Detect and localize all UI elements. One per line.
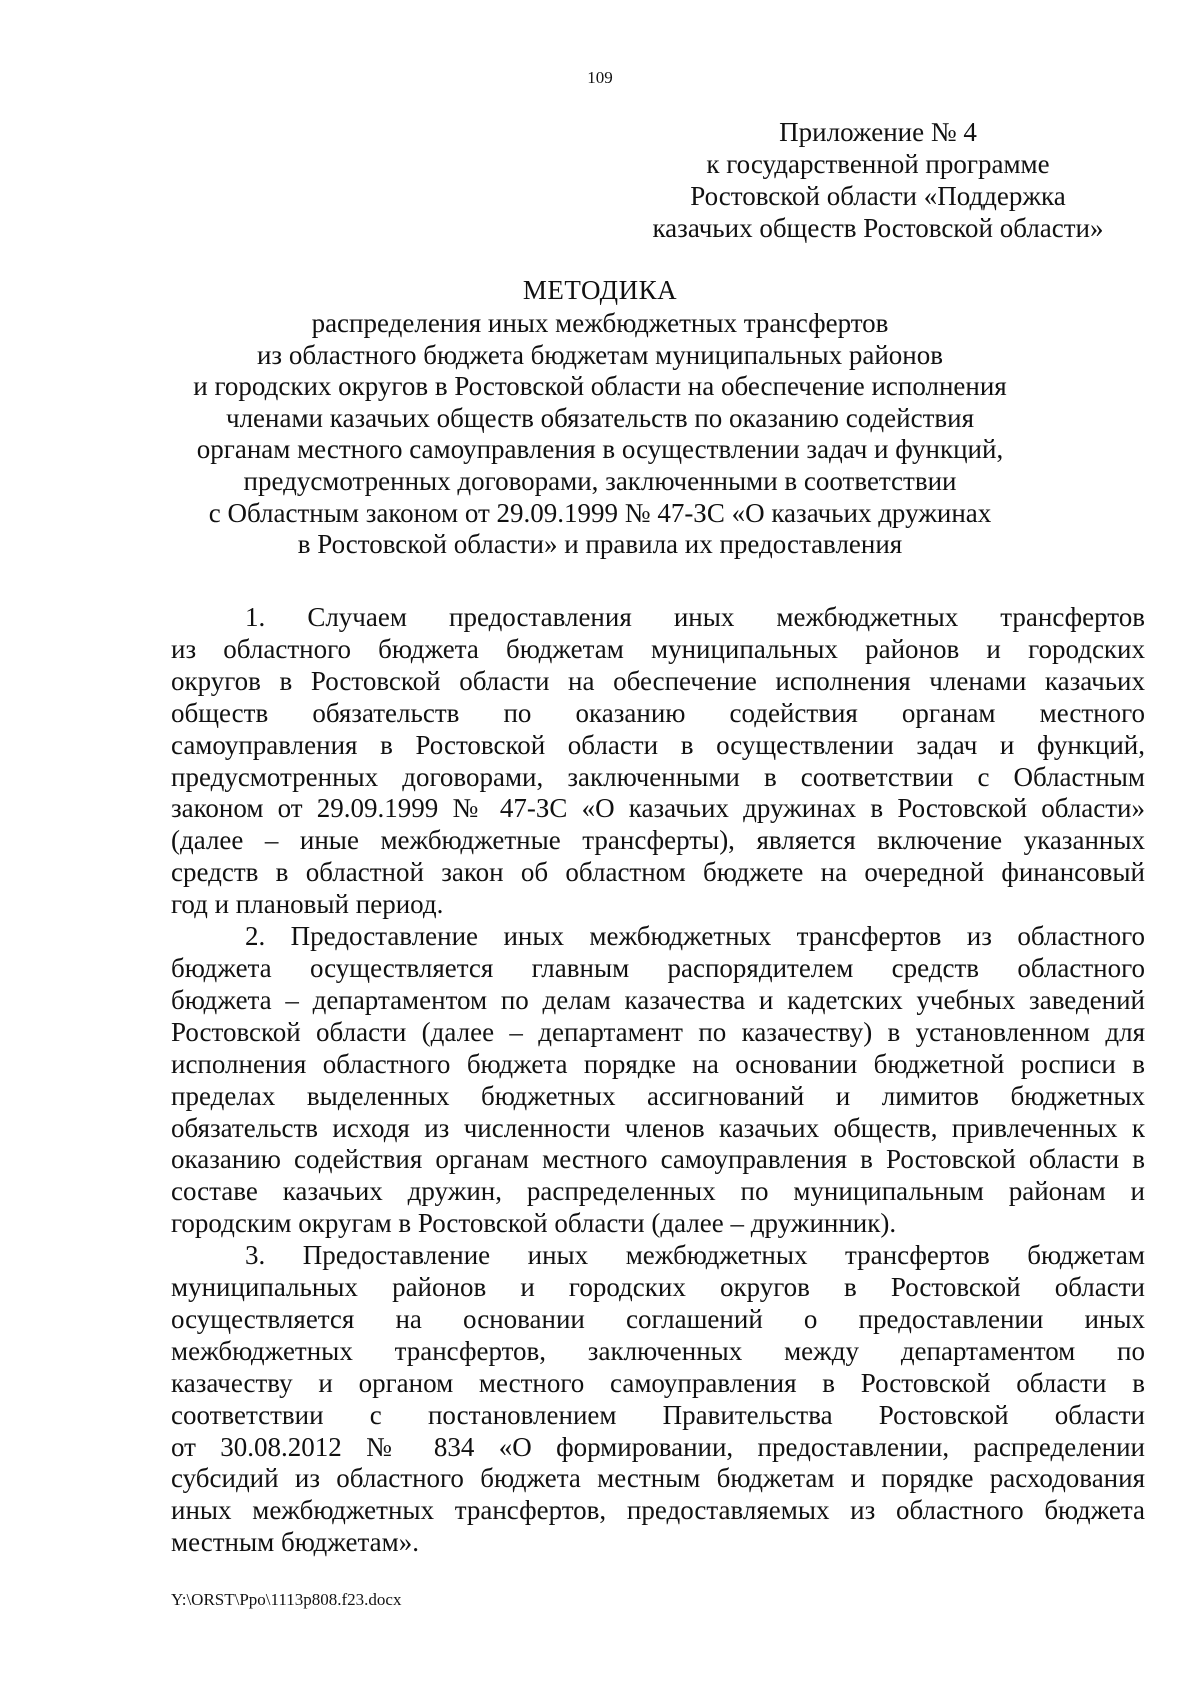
paragraph-line: от 30.08.2012 № 834 «О формировании, предоставлении, распределении <box>171 1431 1145 1462</box>
appendix-line: Приложение № 4 <box>779 117 977 147</box>
paragraph-line: законом от 29.09.1999 № 47-ЗС «О казачьих дружинах в Ростовской области» <box>171 793 1145 824</box>
paragraph-line: Ростовской области (далее – департамент по казачеству) в установленном для <box>171 1016 1145 1047</box>
paragraph-line: год и плановый период. <box>171 889 444 920</box>
footer-file-path: Y:\ORST\Ppo\1113p808.f23.docx <box>171 1590 402 1609</box>
paragraph-line: обществ обязательств по оказанию содействия органам местного <box>171 697 1145 728</box>
paragraph-line: иных межбюджетных трансфертов, предоставляемых из областного бюджета <box>171 1495 1145 1526</box>
paragraph-line: обязательств исходя из численности членов казачьих обществ, привлеченных к <box>171 1112 1145 1143</box>
paragraph-2 <box>171 921 1145 1240</box>
subtitle-line: в Ростовской области» и правила их предоставления <box>297 529 903 560</box>
paragraph-line: пределах выделенных бюджетных ассигнований и лимитов бюджетных <box>171 1080 1145 1111</box>
paragraph-line: муниципальных районов и городских округов в Ростовской области <box>171 1272 1145 1303</box>
appendix-line: Ростовской области «Поддержка <box>690 181 1066 211</box>
appendix-line: казачьих обществ Ростовской области» <box>652 213 1104 243</box>
document-body <box>171 602 1145 1559</box>
paragraph-line: казачеству и органом местного самоуправления в Ростовской области в <box>171 1367 1145 1398</box>
document-title: МЕТОДИКА <box>522 275 678 305</box>
paragraph-line: местным бюджетам». <box>171 1527 419 1558</box>
appendix-header <box>648 116 1108 244</box>
paragraph-line: составе казачьих дружин, распределенных по муниципальным районам и <box>171 1176 1145 1207</box>
document-subtitle <box>160 308 1040 561</box>
page-number: 109 <box>587 68 613 87</box>
paragraph-line: самоуправления в Ростовской области в осуществлении задач и функций, <box>171 729 1145 760</box>
paragraph-line: 1. Случаем предоставления иных межбюджетных трансфертов <box>245 602 1145 632</box>
subtitle-line: и городских округов в Ростовской области на обеспечение исполнения <box>193 371 1007 402</box>
paragraph-line: исполнения областного бюджета порядке на основании бюджетной росписи в <box>171 1048 1145 1079</box>
appendix-line: к государственной программе <box>706 149 1050 179</box>
paragraph-line: из областного бюджета бюджетам муниципальных районов и городских <box>171 633 1145 664</box>
paragraph-line: 2. Предоставление иных межбюджетных трансфертов из областного <box>245 921 1145 952</box>
paragraph-line: предусмотренных договорами, заключенными в соответствии с Областным <box>171 761 1145 792</box>
subtitle-line: органам местного самоуправления в осуществлении задач и функций, <box>196 434 1004 465</box>
paragraph-line: соответствии с постановлением Правительства Ростовской области <box>171 1399 1145 1430</box>
paragraph-line: оказанию содействия органам местного самоуправления в Ростовской области в <box>171 1144 1145 1175</box>
paragraph-line: бюджета осуществляется главным распорядителем средств областного <box>171 952 1145 983</box>
subtitle-line: предусмотренных договорами, заключенными в соответствии <box>243 465 957 496</box>
subtitle-line: с Областным законом от 29.09.1999 № 47-ЗС «О казачьих дружинах <box>208 497 992 528</box>
paragraph-1 <box>171 602 1145 921</box>
subtitle-line: распределения иных межбюджетных трансфертов <box>311 308 889 338</box>
paragraph-line: бюджета – департаментом по делам казачества и кадетских учебных заведений <box>171 984 1145 1015</box>
paragraph-line: осуществляется на основании соглашений о предоставлении иных <box>171 1303 1145 1334</box>
paragraph-3 <box>171 1240 1145 1559</box>
subtitle-line: членами казачьих обществ обязательств по оказанию содействия <box>226 402 974 433</box>
paragraph-line: городским округам в Ростовской области (далее – дружинник). <box>171 1208 897 1239</box>
paragraph-line: (далее – иные межбюджетные трансферты), является включение указанных <box>171 825 1145 856</box>
paragraph-line: средств в областной закон об областном бюджете на очередной финансовый <box>171 857 1145 888</box>
subtitle-line: из областного бюджета бюджетам муниципальных районов <box>256 339 943 370</box>
paragraph-line: 3. Предоставление иных межбюджетных трансфертов бюджетам <box>245 1240 1145 1271</box>
paragraph-line: межбюджетных трансфертов, заключенных между департаментом по <box>171 1335 1145 1366</box>
paragraph-line: субсидий из областного бюджета местным бюджетам и порядке расходования <box>171 1463 1145 1494</box>
paragraph-line: округов в Ростовской области на обеспечение исполнения членами казачьих <box>171 665 1145 696</box>
